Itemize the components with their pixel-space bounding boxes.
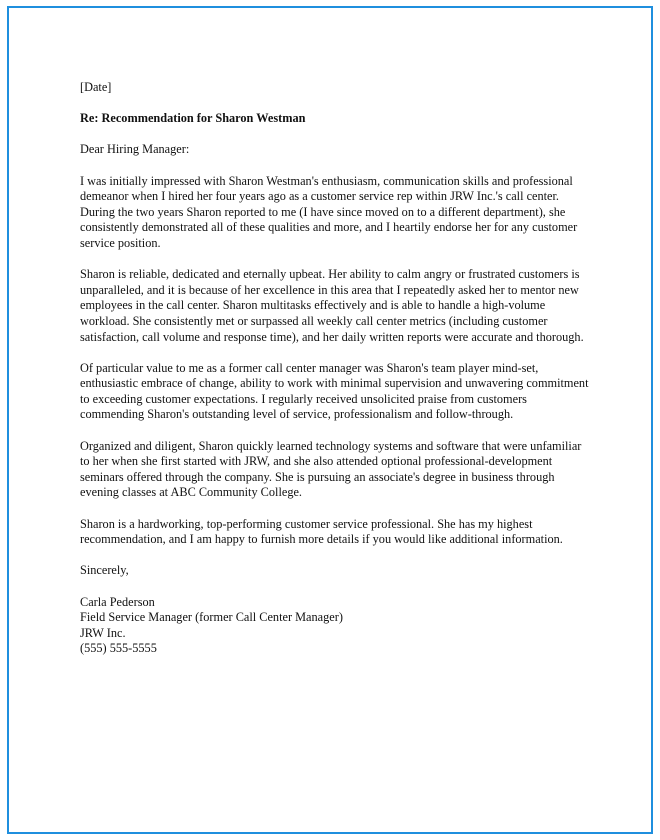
recommendation-letter: [80, 80, 590, 657]
letter-paragraph-1: I was initially impressed with Sharon Westman's enthusiasm, communication skills and professional demeanor when I hired her four years ago as a customer service rep within JRW Inc.'s call center. During the two years Sharon reported to me (I have since moved on to a different department), she consistently demonstrated all of these qualities and more, and I heartily endorse her for any customer service position.: [80, 173, 578, 250]
letter-date: [Date]: [80, 80, 112, 94]
signature-name: Carla Pederson: [80, 594, 155, 609]
letter-paragraph-3: Of particular value to me as a former call center manager was Sharon's team player mind-set, enthusiastic embrace of change, ability to work with minimal supervision and unwavering commitment to exceeding customer expectations. I regularly received unsolicited praise from customers commending Sharon's outstanding level of service, professionalism and follow-through.: [80, 360, 589, 422]
letter-paragraph-5: Sharon is a hardworking, top-performing customer service professional. She has my highest recommendation, and I am happy to furnish more details if you would like additional information.: [80, 516, 563, 547]
letter-closing: Sincerely,: [80, 563, 129, 578]
signature-block: [80, 595, 590, 657]
letter-paragraph-2: Sharon is reliable, dedicated and eternally upbeat. Her ability to calm angry or frustrated customers is unparalleled, and it is because of her excellence in this area that I repeatedly asked her to mentor new employees in the call center. Sharon multitasks effectively and is able to handle a high-volume workload. She consistently met or surpassed all weekly call center metrics (including customer satisfaction, call volume and response time), and her daily written reports were accurate and thorough.: [80, 267, 584, 344]
letter-subject: Re: Recommendation for Sharon Westman: [80, 111, 306, 126]
signature-phone: (555) 555-5555: [80, 641, 157, 656]
letter-salutation: Dear Hiring Manager:: [80, 142, 190, 157]
signature-title: Field Service Manager (former Call Center Manager): [80, 610, 343, 625]
signature-company: JRW Inc.: [80, 625, 126, 640]
letter-paragraph-4: Organized and diligent, Sharon quickly learned technology systems and software that were unfamiliar to her when she first started with JRW, and she also attended optional professional-development seminars offered through the company. She is pursuing an associate's degree in business through evening classes at ABC Community College.: [80, 438, 582, 500]
